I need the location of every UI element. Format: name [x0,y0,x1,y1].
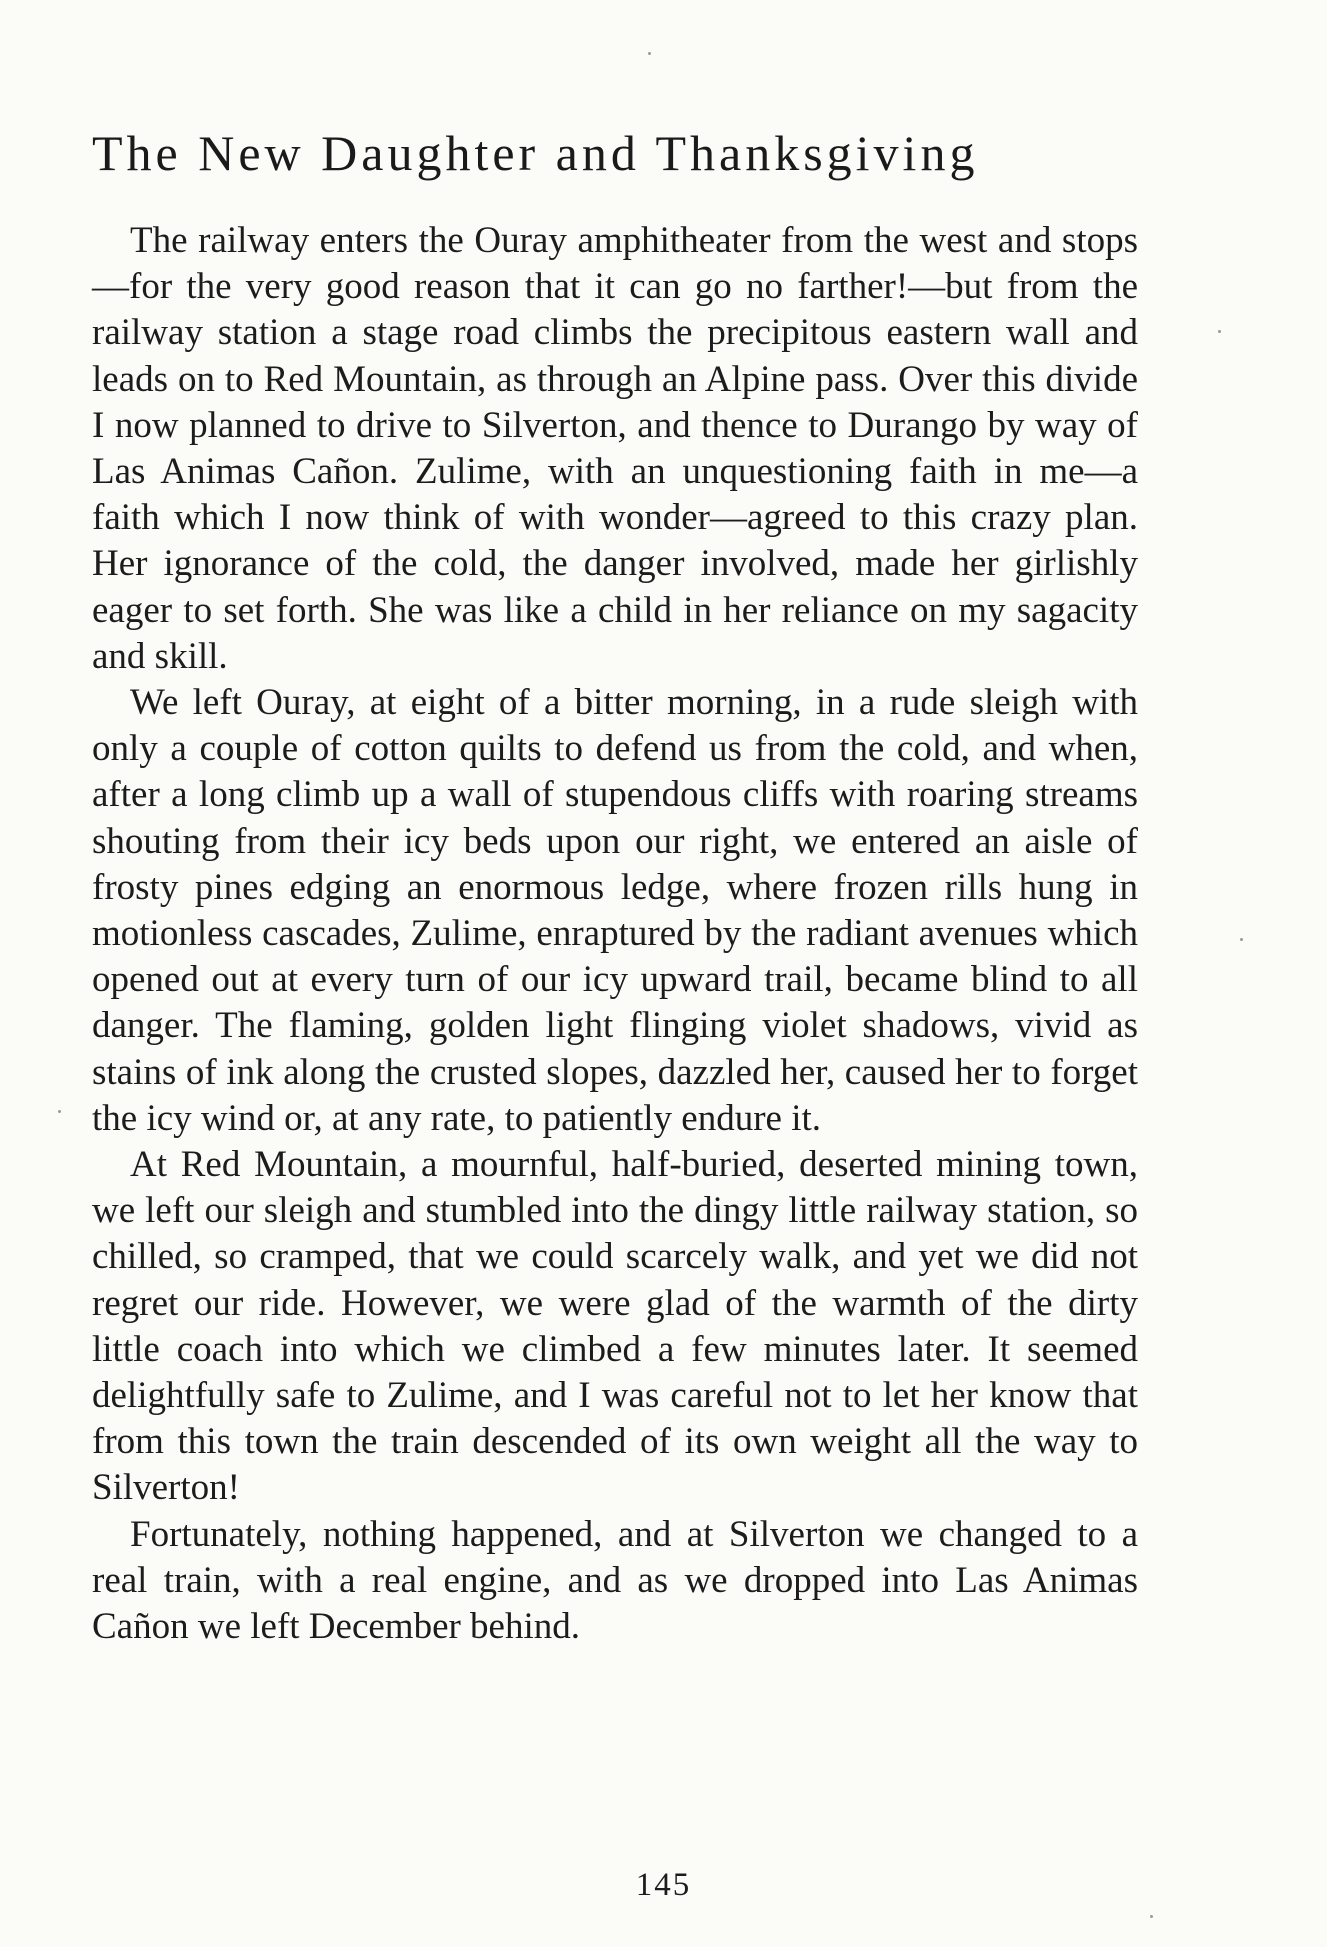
paper-speck [648,52,651,55]
running-head: The New Daughter and Thanksgiving [92,125,979,181]
paragraph: Fortunately, nothing happened, and at Silverton we changed to a real train, with a real engine, and as we dropped into Las Animas Cañon we left December behind. [92,1513,1138,1648]
paragraph: The railway enters the Ouray amphitheater from the west and stops—for the very good reason that it can go no farther!—but from the railway station a stage road climbs the precipitous eastern wall and leads on to Red Mountain, as through an Alpine pass. Over this divide I now planned to drive to Silverton, and thence to Durango by way of Las Animas Cañon. Zulime, with an unquestioning faith in me—a faith which I now think of with wonder—agreed to this crazy plan. Her ignorance of the cold, the danger involved, made her girlishly eager to set forth. She was like a child in her reliance on my sagacity and skill. [92,220,1138,677]
paragraph: We left Ouray, at eight of a bitter morning, in a rude sleigh with only a couple of cotton quilts to defend us from the cold, and when, after a long climb up a wall of stupendous cliffs with roaring streams shouting from their icy beds upon our right, we entered an aisle of frosty pines edging an enormous ledge, where frozen rills hung in motionless cascades, Zulime, enraptured by the radiant avenues which opened out at every turn of our icy upward trail, became blind to all danger. The flaming, golden light flinging violet shadows, vivid as stains of ink along the crusted slopes, dazzled her, caused her to forget the icy wind or, at any rate, to patiently endure it. [92,682,1138,1139]
paragraph: At Red Mountain, a mournful, half-buried, deserted mining town, we left our sleigh and stumbled into the dingy little railway station, so chilled, so cramped, that we could scarcely walk, and yet we did not regret our ride. However, we were glad of the warmth of the dirty little coach into which we climbed a few minutes later. It seemed delightfully safe to Zulime, and I was careful not to let her know that from this town the train descended of its own weight all the way to Silverton! [92,1144,1138,1509]
paper-speck [1218,330,1221,333]
body-text [92,218,1138,1650]
paper-speck [58,1110,61,1113]
paper-speck [1150,1915,1153,1918]
paper-speck [1240,938,1243,941]
page-number: 145 [635,1867,692,1903]
